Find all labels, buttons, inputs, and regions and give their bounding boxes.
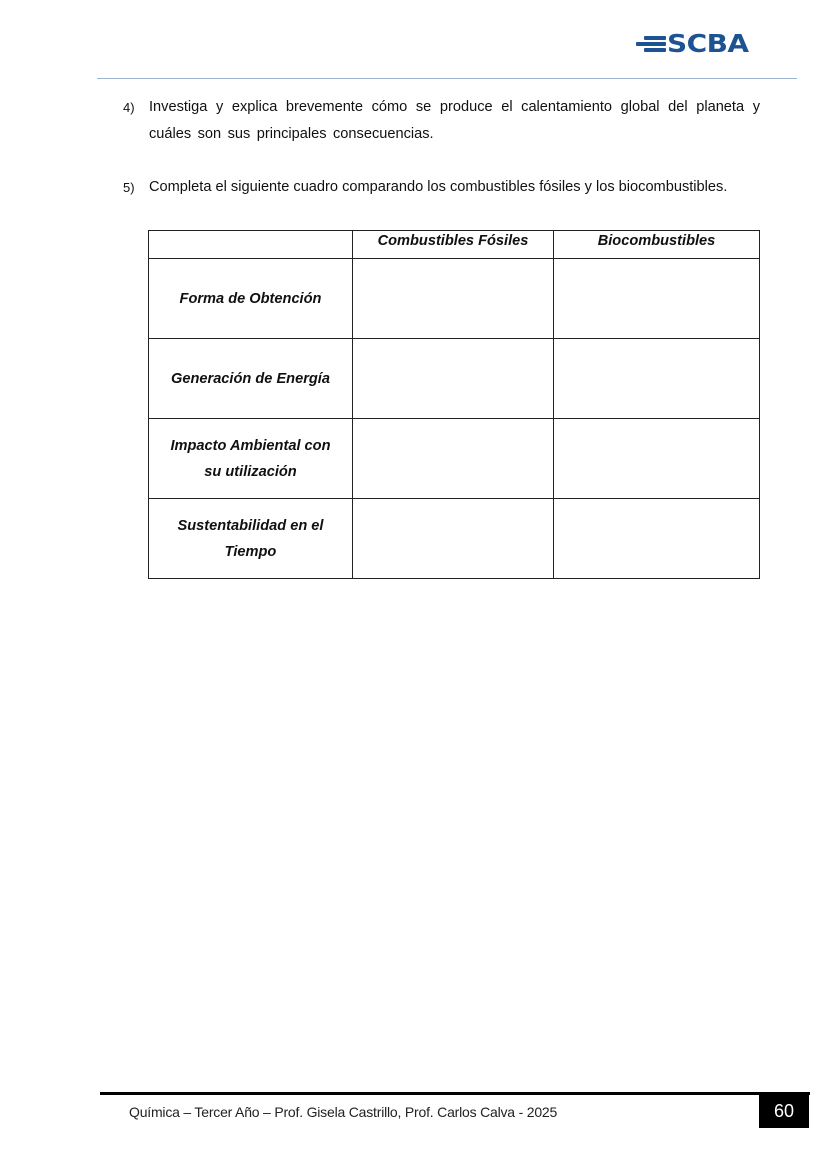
question-number: 5) (123, 180, 135, 195)
footer-text: Química – Tercer Año – Prof. Gisela Castrillo, Prof. Carlos Calva - 2025 (129, 1104, 558, 1120)
answer-cell-bio[interactable] (553, 339, 759, 419)
answer-cell-bio[interactable] (553, 419, 759, 499)
question-5 (123, 174, 760, 201)
question-4 (123, 94, 760, 148)
header-cell-fosiles: Combustibles Fósiles (353, 231, 554, 259)
answer-cell-bio[interactable] (553, 259, 759, 339)
answer-cell-fosiles[interactable] (353, 419, 554, 499)
answer-cell-fosiles[interactable] (353, 499, 554, 579)
row-label-cell (149, 339, 353, 419)
table-row (149, 339, 760, 419)
table-row (149, 499, 760, 579)
header-cell-empty (149, 231, 353, 259)
logo-text: SCBA (667, 29, 749, 58)
answer-cell-fosiles[interactable] (353, 259, 554, 339)
row-label: Generación de Energía (171, 370, 330, 387)
comparison-table (148, 230, 760, 579)
question-text: Completa el siguiente cuadro comparando los combustibles fósiles y los biocombustibles. (149, 179, 728, 195)
table-row (149, 419, 760, 499)
table-header-row (149, 231, 760, 259)
page-number: 60 (759, 1094, 809, 1128)
table-row (149, 259, 760, 339)
header-cell-biocombustibles: Biocombustibles (553, 231, 759, 259)
answer-cell-fosiles[interactable] (353, 339, 554, 419)
answer-cell-bio[interactable] (553, 499, 759, 579)
row-label: Forma de Obtención (179, 290, 322, 307)
row-label-cell (149, 259, 353, 339)
row-label-cell (149, 499, 353, 579)
row-label-cell (149, 419, 353, 499)
question-text: Investiga y explica brevemente cómo se produce el calentamiento global del planeta y cuáles son sus principales consecuencias. (149, 99, 760, 142)
question-number: 4) (123, 100, 135, 115)
escba-logo (636, 29, 788, 58)
logo-mark-icon (636, 35, 666, 53)
header-divider (97, 78, 797, 79)
row-label: Sustentabilidad en el Tiempo (177, 517, 324, 560)
row-label: Impacto Ambiental con su utilización (170, 437, 331, 480)
footer-divider (100, 1092, 810, 1095)
